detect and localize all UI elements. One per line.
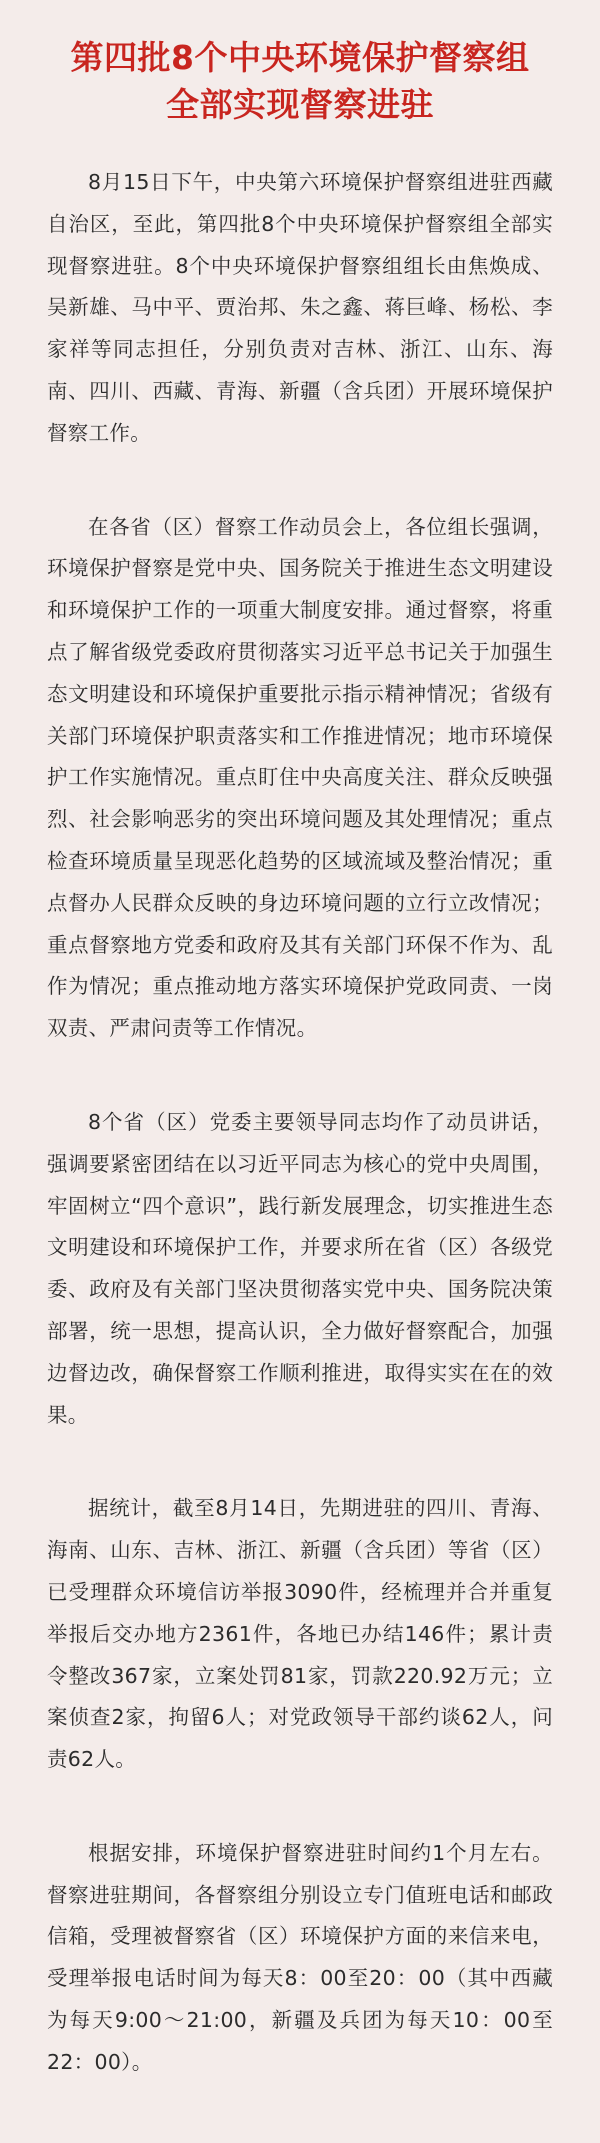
- article-title-line-1: 第四批8个中央环境保护督察组: [70, 38, 530, 77]
- paragraph-overview: 8月15日下午，中央第六环境保护督察组进驻西藏自治区，至此，第四批8个中央环境保护督察组全部实现督察进驻。8个中央环境保护督察组组长由焦焕成、吴新雄、马中平、贾治邦、朱之鑫、蒋巨峰、杨松、李家祥等同志担任，分别负责对吉林、浙江、山东、海南、四川、西藏、青海、新疆（含兵团）开展环境保护督察工作。: [47, 170, 553, 445]
- paragraph-mobilization-meeting: 在各省（区）督察工作动员会上，各位组长强调，环境保护督察是党中央、国务院关于推进生态文明建设和环境保护工作的一项重大制度安排。通过督察，将重点了解省级党委政府贯彻落实习近平总书记关于加强生态文明建设和环境保护重要批示指示精神情况；省级有关部门环境保护职责落实和工作推进情况；地市环境保护工作实施情况。重点盯住中央高度关注、群众反映强烈、社会影响恶劣的突出环境问题及其处理情况；重点检查环境质量呈现恶化趋势的区域流域及整治情况；重点督办人民群众反映的身边环境问题的立行立改情况；重点督察地方党委和政府及其有关部门环保不作为、乱作为情况；重点推动地方落实环境保护党政同责、一岗双责、严肃问责等工作情况。: [47, 514, 553, 1041]
- article-title: [47, 34, 553, 128]
- article-title-line-2: 全部实现督察进驻: [166, 85, 434, 124]
- paragraph-statistics: 据统计，截至8月14日，先期进驻的四川、青海、海南、山东、吉林、浙江、新疆（含兵团）等省（区）已受理群众环境信访举报3090件，经梳理并合并重复举报后交办地方2361件，各地已办结146件；累计责令整改367家，立案处罚81家，罚款220.92万元；立案侦查2家，拘留6人；对党政领导干部约谈62人，问责62人。: [47, 1496, 553, 1772]
- paragraph-party-leaders-speech: 8个省（区）党委主要领导同志均作了动员讲话，强调要紧密团结在以习近平同志为核心的党中央周围，牢固树立“四个意识”，践行新发展理念，切实推进生态文明建设和环境保护工作，并要求所在省（区）各级党委、政府及有关部门坚决贯彻落实党中央、国务院决策部署，统一思想，提高认识，全力做好督察配合，加强边督边改，确保督察工作顺利推进，取得实实在在的效果。: [47, 1109, 553, 1427]
- paragraph-schedule: 根据安排，环境保护督察进驻时间约1个月左右。督察进驻期间，各督察组分别设立专门值班电话和邮政信箱，受理被督察省（区）环境保护方面的来信来电，受理举报电话时间为每天8：00至20：00（其中西藏为每天9:00～21:00，新疆及兵团为每天10：00至22：00）。: [47, 1840, 553, 2074]
- article-body: [47, 162, 553, 2084]
